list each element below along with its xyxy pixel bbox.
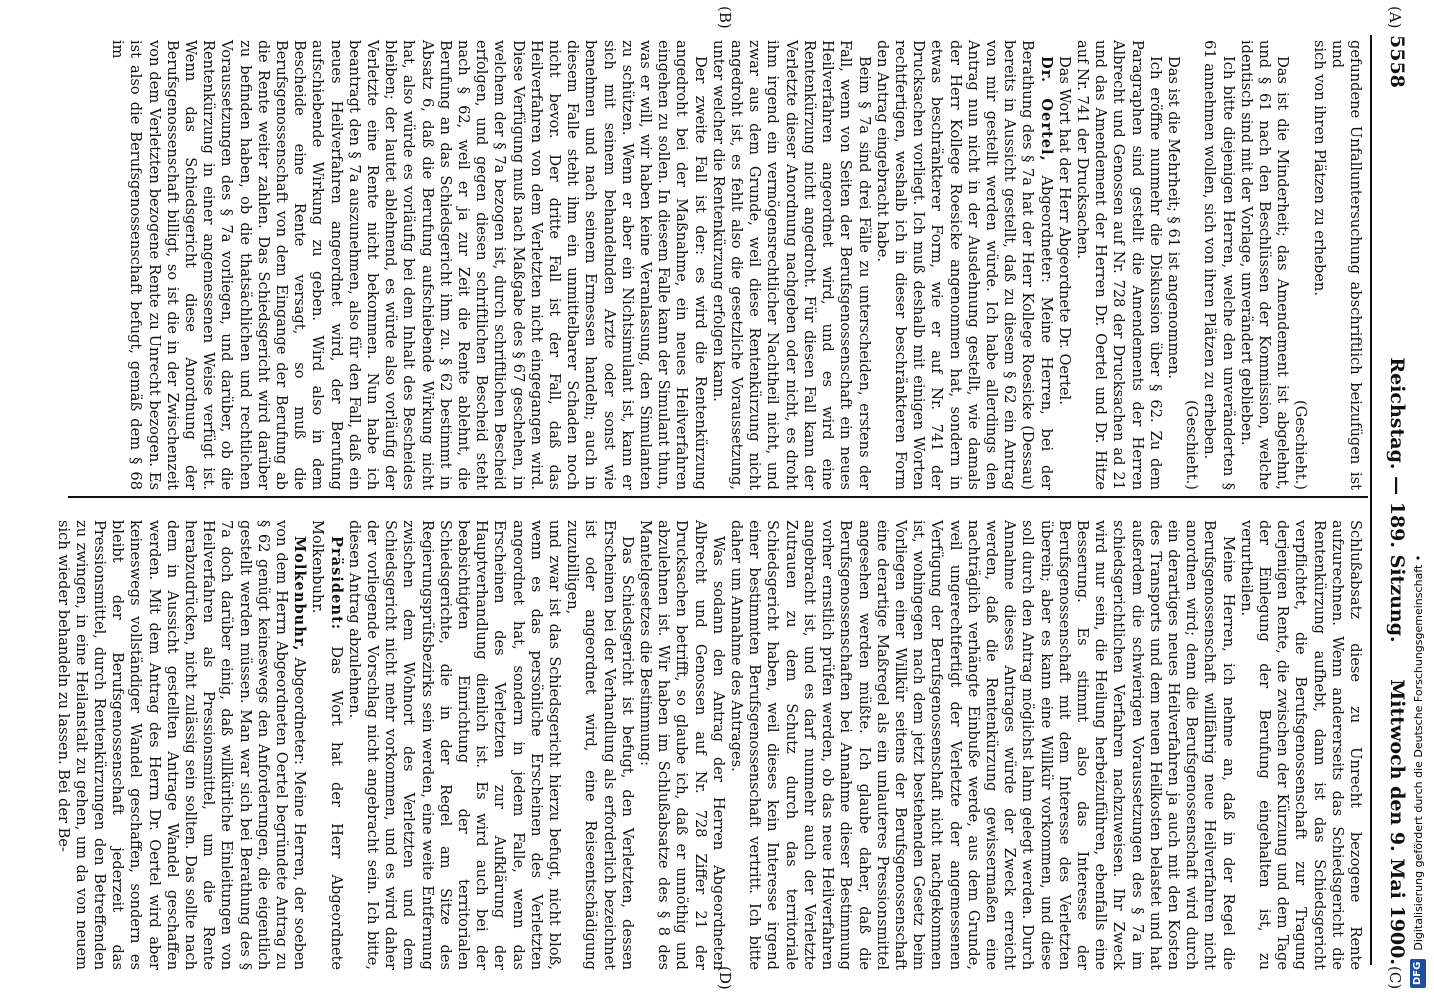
paragraph xyxy=(1200,40,1236,490)
right-text-column xyxy=(54,520,1364,971)
paragraph xyxy=(1055,40,1073,490)
paragraph xyxy=(108,40,709,490)
paragraph-text: Der zweite Fall ist der: es wird die Rentenkürzung angedroht bei der Maßnahme, ein neues Heilverfahren eingehen zu sollen. In diesem Falle kann der Simulant thun, was er will, wir haben keine Veranlassung, den Simulanten zu schützen. Wenn er aber ein Nichtsimulant ist, kann er sich mit seinem behandelnden Arzte oder sonst wie benehmen und nach seinem Ermessen handeln; auch in diesem Falle steht ihm ein unmittelbarer Schaden noch nicht bevor. Der dritte Fall ist der Fall, daß das Heilverfahren von dem Verletzten nicht eingegangen wird. Diese Verfügung muß nach Maßgabe des § 67 geschehen, in welchem der § 7a bezogen ist, durch schriftlichen Bescheid erfolgen, und gegen diesen schriftlichen Bescheid steht nach § 62, weil er ja zur Zeit die Rente ablehnt, die Berufung an das Schiedsgericht ihm zu. § 62 bestimmt in Absatz 6, daß die Berufung aufschiebende Wirkung nicht hat, also würde es vorläufig bei dem Inhalt des Bescheides bleiben; der lautet ablehnend, es würde also vorläufig der Verletzte eine Rente nicht bekommen. Nun habe ich beantragt den § 7a auszunehmen, also für den Fall, daß ein neues Heilverfahren angeordnet wird, der Berufung aufschiebende Wirkung zu geben. Wird also in dem Bescheide eine Rente versagt, so muß die Berufsgenossenschaft von dem Eingange der Berufung ab die Rente weiter zahlen. Das Schiedsgericht wird darüber zu befinden haben, ob die thatsächlichen und rechtlichen Voraussetzungen des § 7a vorliegen, und darüber, ob die Rentenkürzung in einer angemessenen Weise verfügt ist. Wenn das Schiedsgericht diese Anordnung der Berufsgenossenschaft billigt, so ist die in der Zwischenzeit von dem Verletzten bezogene Rente zu Unrecht bezogen. Es ist also die Berufsgenossenschaft befugt, gemäß dem § 68 im xyxy=(109,40,709,490)
margin-mark-b: (B) xyxy=(716,6,734,29)
paragraph xyxy=(873,40,1055,490)
page-number: 5558 xyxy=(1386,35,1408,88)
speaker-name: Molkenbuhr, xyxy=(291,536,309,652)
paragraph-text: Ich bitte diejenigen Herren, welche den unveränderten § 61 annehmen wollen, sich von ihren Plätzen zu erheben. xyxy=(1201,40,1237,490)
paragraph xyxy=(308,520,344,970)
paragraph-text: (Geschieht.) xyxy=(1183,400,1201,490)
column-divider xyxy=(68,496,1368,498)
paragraph-text: Meine Herren, ich nehme an, daß in der Regel die Berufsgenossenschaft willfährig neue Heilverfahren nicht anordnen wird; denn die Berufsgenossenschaft wird durch ein derartiges neues Heilverfahren ja auch mit den Kosten des Transports und dem neuen Heilkosten belastet und hat außerdem die schwierigen Voraussetzungen des § 7a im schiedsgerichtlichen Verfahren nachzuweisen. Ihr Zweck wird nur sein, die Heilung herbeizuführen, ebenfalls eine Besserung. Es stimmt also das Interesse der Berufsgenossenschaft mit dem Interesse des Verletzten überein; aber es kann eine Willkür vorkommen, und diese soll durch den Antrag möglichst lahm gelegt werden. Durch Annahme dieses Antrages würde der Zweck erreicht werden, daß die Rentenkürzung gewissermaßen eine nachträglich verhängte Einbuße werde, aus dem Grunde, weil ungerechtfertigt der Verletzte der angemessenen Verfügung der Berufsgenossenschaft nicht nachgekommen ist, wohingegen nach dem jetzt bestehenden Gesetz beim Vorliegen einer Willkür seitens der Berufsgenossenschaft eine derartige Maßregel als ein unlauteres Pressionsmittel angesehen werden müßte. Ich glaube daher, daß die Berufsgenossenschaften bei Annahme dieser Bestimmung vorher ernstlich prüfen werden, ob das neue Heilverfahren angebracht ist, und es darf nunmehr auch der Verletzte Zutrauen zu dem Schutz durch das territoriale Schiedsgericht haben, weil dieses kein Interesse irgend einer bestimmten Berufsgenossenschaft vertritt. Ich bitte daher um Annahme des Antrages. xyxy=(728,520,1237,970)
paragraph-text: sich von ihren Plätzen zu erheben. xyxy=(1310,40,1328,296)
paragraph xyxy=(1164,40,1182,490)
margin-mark-a: (A) xyxy=(1386,6,1404,29)
paragraph-text: Das Wort hat der Herr Abgeordnete Dr. Oertel. xyxy=(1055,56,1073,405)
paragraph xyxy=(727,520,1237,970)
paragraph-text: Das ist die Minderheit; das Amendement ist abgelehnt, und § 61 nach den Beschlüssen der Kommission, welche identisch sind mit der Vorlage, unverändert geblieben. xyxy=(1237,40,1292,490)
dfg-logo: DFG xyxy=(1410,959,1426,988)
credit-text: Digitalisierung gefördert durch die Deutsche Forschungsgemeinschaft • xyxy=(1411,554,1425,951)
paragraph xyxy=(709,40,873,490)
digitization-credit xyxy=(1404,0,1432,1000)
session-date: Mittwoch den 9. Mai 1900. xyxy=(1386,679,1408,965)
margin-mark-d: (D) xyxy=(716,966,734,990)
paragraph xyxy=(1237,40,1292,490)
paragraph-text: Das Wort hat der Herr Abgeordnete Molkenbuhr. xyxy=(309,520,345,970)
paragraph xyxy=(345,520,563,970)
paragraph-text: Ich eröffne nunmehr die Diskussion über § 62. Zu dem Paragraphen sind gestellt die Amendements der Herren Albrecht und Genossen auf Nr. 728 der Drucksachen ad 21 und das Amendement der Herren Dr. Oertel und Dr. Hitze auf Nr. 741 der Drucksachen. xyxy=(1073,40,1164,490)
paragraph xyxy=(1073,40,1164,490)
paragraph-text: Was sodann den Antrag der Herren Abgeordneten Albrecht und Genossen auf Nr. 728 Ziffer 21 der Drucksachen betrifft, so glaube ich, daß er unnöthig und abzulehnen ist. Wir haben im Schlußabsatze des § 8 des Mantelgesetzes die Bestimmung: xyxy=(637,520,727,970)
paragraph-text: Abgeordneter: Meine Herren, der soeben von dem Herrn Abgeordneten Oertel begründete Antrag zu § 62 genügt keineswegs den Anforderungen, die eigentlich gestellt werden müssen. Man war sich bei Berathung des § 7a doch darüber einig, daß willkürliche Einleitungen von Heilverfahren als Pressionsmittel, um die Rente herabzudrücken, nicht zulässig sein sollten. Das sollte nach dem in Aussicht gestellten Antrage Wandel geschaffen werden. Mit dem Antrag des Herrn Dr. Oertel wird aber keineswegs vollständiger Wandel geschaffen, sondern es bleibt der Berufsgenossenschaft jederzeit das Pressionsmittel, durch Rentenkürzungen den Betreffenden zu zwingen, in eine Heilanstalt zu gehen, um da von neuem sich wieder behandeln zu lassen. Bei der Be- xyxy=(54,520,309,971)
speaker-name: Dr. Oertel, xyxy=(1037,56,1055,162)
paragraph-text: Beim § 7a sind drei Fälle zu unterscheiden, erstens der Fall, wenn von Seiten der Berufsgenossenschaft ein neues Heilverfahren angeordnet wird, und es wird eine Rentenkürzung nicht angedroht. Für diesen Fall kann der Verletzte dieser Anordnung nachgeben oder nicht, es droht ihm irgend ein vermögensrechtlicher Nachtheil nicht, und zwar aus dem Grunde, weil diese Rentenkürzung nicht angedroht ist, es fehlt also die gesetzliche Voraussetzung, unter welcher die Rentenkürzung erfolgen kann. xyxy=(709,40,873,490)
paragraph-text: Schlußabsatz diese zu Unrecht bezogene Rente aufzurechnen. Wenn andererseits das Schiedsgericht die Rentenkürzung aufhebt, dann ist das Schiedsgericht verpflichtet, die Berufsgenossenschaft zur Tragung derjenigen Rente, die zwischen der Kürzung und dem Tage der Einlegung der Berufung eingehalten ist, zu verurtheilen. xyxy=(1237,520,1364,970)
margin-mark-c: (C) xyxy=(1386,966,1404,990)
left-text-column xyxy=(84,40,1364,490)
paragraph xyxy=(1328,40,1364,490)
paragraph xyxy=(1237,520,1364,970)
paragraph xyxy=(636,520,727,970)
speaker-name: Präsident: xyxy=(327,536,345,631)
paragraph-text: Abgeordneter: Meine Herren, bei der Berathung des § 7a hat der Herr Kollege Roesicke (Dessau) bereits in Aussicht gestellt, daß zu diesem § 62 ein Antrag von mir gestellt werden würde. Ich habe allerdings den Antrag nun nicht in der Ausdehnung gestellt, wie damals der Herr Kollege Roesicke angenommen hat, sondern in etwas beschränkterer Form, wie er auf Nr. 741 der Drucksachen vorliegt. Ich muß deshalb mit einigen Worten rechtfertigen, weshalb ich in dieser beschränkteren Form den Antrag eingebracht habe. xyxy=(873,40,1055,490)
header-rule xyxy=(1370,35,1372,965)
paragraph-text: gefundene Unfalluntersuchung abschriftlich beizufügen ist und xyxy=(1328,40,1364,490)
paragraph xyxy=(1291,40,1309,490)
paragraph-text: (Geschieht.) xyxy=(1292,400,1310,490)
paragraph xyxy=(563,520,636,970)
paragraph-text: und zwar ist das Schiedsgericht hierzu befugt, nicht bloß, wenn es das persönliche Erscheinen des Verletzten angeordnet hat, sondern in jedem Falle, wenn das Erscheinen des Verletzten zur Aufklärung der Hauptverhandlung dienlich ist. Es wird auch bei der beabsichtigten Einrichtung der territorialen Schiedsgerichte, die in der Regel am Sitze des Regierungsprüfsbezirks sein werden, eine weite Entfernung zwischen dem Wohnort des Verletzten und dem Schiedsgericht nicht mehr vorkommen, und es wird daher der vorliegende Vorschlag nicht angebracht sein. Ich bitte, diesen Antrag abzulehnen. xyxy=(345,520,564,970)
paragraph xyxy=(1182,40,1200,490)
paragraph-text: Das Schiedsgericht ist befugt, den Verletzten, dessen Erscheinen bei der Verhandlung als erforderlich bezeichnet ist oder angeordnet wird, eine Reiseentschädigung zuzubilligen, xyxy=(564,520,636,970)
page-title: Reichstag. — 189. Sitzung. xyxy=(1386,357,1408,643)
paragraph xyxy=(53,520,308,970)
paragraph xyxy=(1309,40,1327,490)
paragraph-text: Das ist die Mehrheit; § 61 ist angenommen. xyxy=(1164,56,1182,379)
